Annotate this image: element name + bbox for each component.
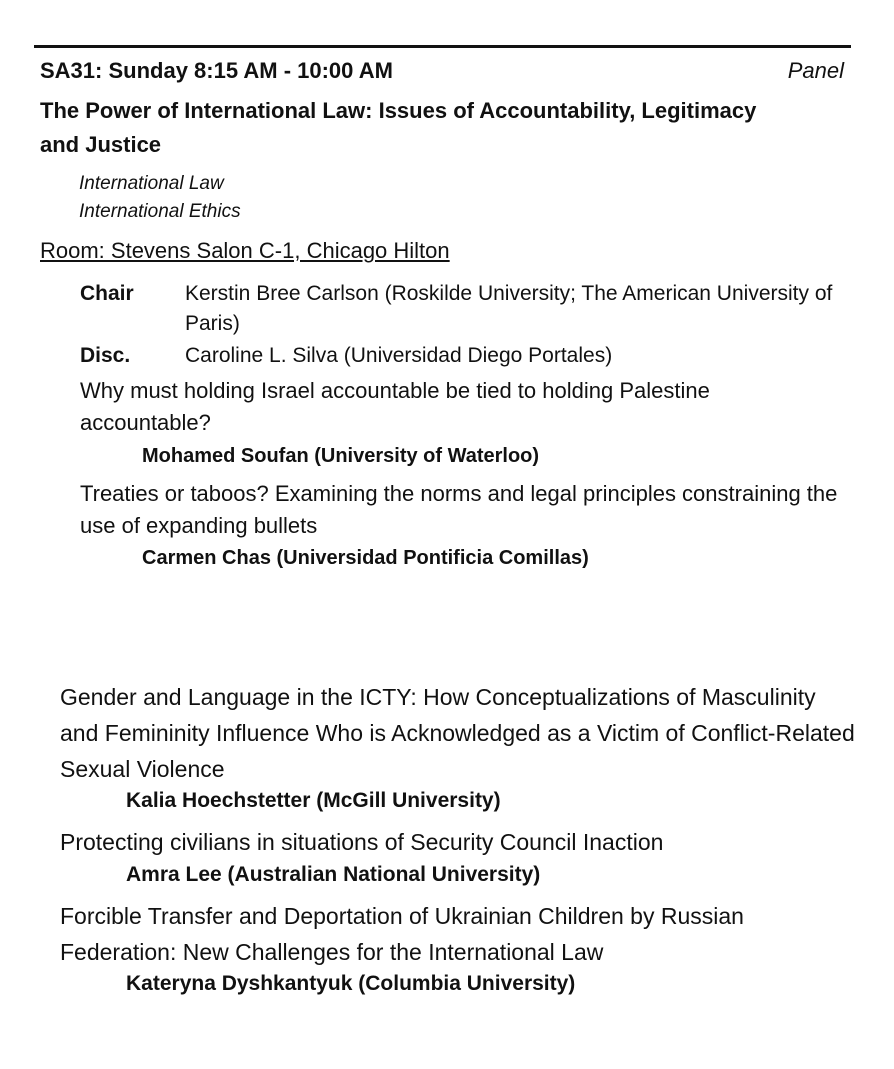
session-header: SA31: Sunday 8:15 AM - 10:00 AM xyxy=(40,58,393,83)
paper-title: Protecting civilians in situations of Security Council Inaction xyxy=(60,829,664,855)
chair-label: Chair xyxy=(80,282,134,305)
top-rule xyxy=(34,45,851,48)
chair-person: Kerstin Bree Carlson (Roskilde University; The American University of Paris) xyxy=(185,282,833,335)
paper-author: Mohamed Soufan (University of Waterloo) xyxy=(142,445,540,467)
paper-author: Kalia Hoechstetter (McGill University) xyxy=(126,789,501,812)
room-location: Room: Stevens Salon C-1, Chicago Hilton xyxy=(40,238,450,263)
paper-author: Amra Lee (Australian National University) xyxy=(126,863,541,886)
paper-title: Treaties or taboos? Examining the norms and legal principles constraining the use of expanding bullets xyxy=(80,481,838,538)
session-type: Panel xyxy=(787,58,844,83)
discussant-person: Caroline L. Silva (Universidad Diego Portales) xyxy=(185,344,613,367)
topic-item: International Law xyxy=(79,173,224,194)
topic-item: International Ethics xyxy=(79,201,241,222)
disc-label: Disc. xyxy=(80,344,131,367)
paper-author: Carmen Chas (Universidad Pontificia Comillas) xyxy=(142,547,589,569)
paper-author: Kateryna Dyshkantyuk (Columbia University) xyxy=(126,972,576,995)
paper-title: Gender and Language in the ICTY: How Conceptualizations of Masculinity and Femininity Influence Who is Acknowledged as a Victim of Conflict-Related Sexual Violence xyxy=(60,684,855,782)
session-title: The Power of International Law: Issues of Accountability, Legitimacy and Justice xyxy=(40,98,757,157)
paper-title: Forcible Transfer and Deportation of Ukrainian Children by Russian Federation: New Challenges for the International Law xyxy=(60,903,744,965)
paper-title: Why must holding Israel accountable be tied to holding Palestine accountable? xyxy=(80,378,710,435)
